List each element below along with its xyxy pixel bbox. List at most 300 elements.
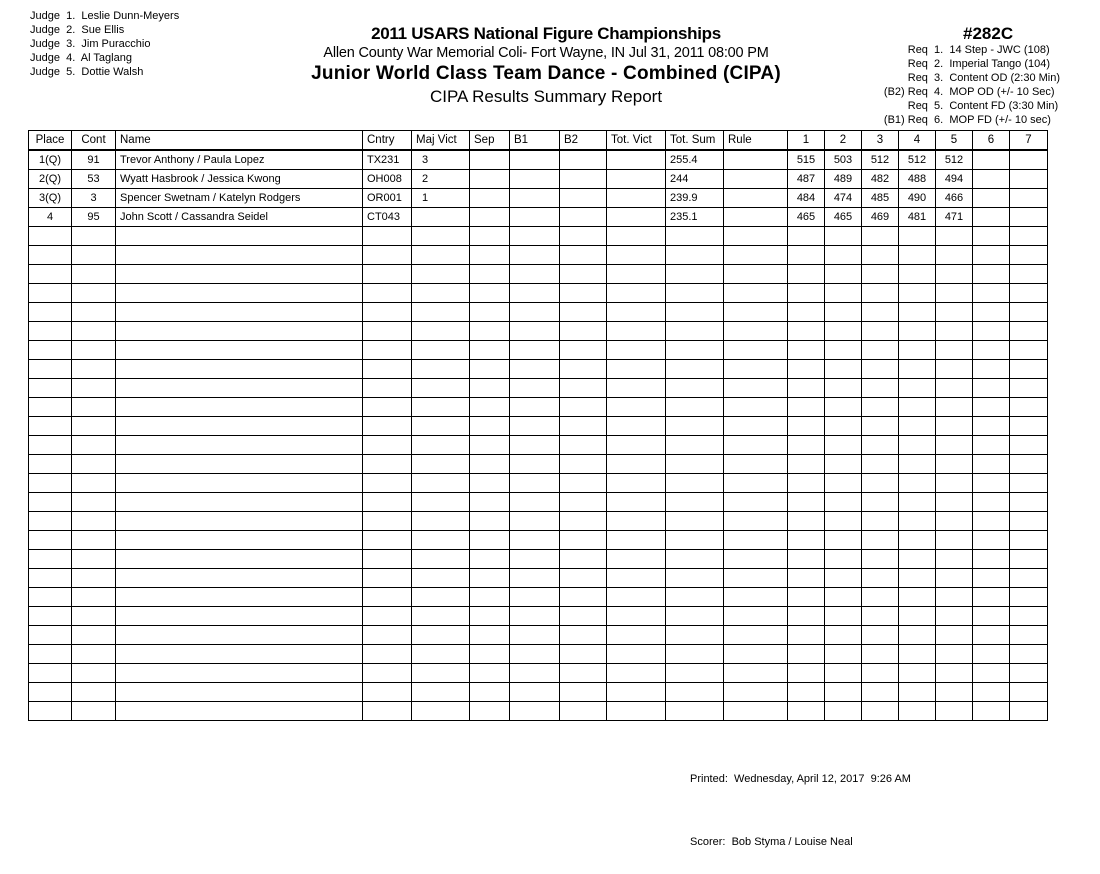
judge-name: Sue Ellis bbox=[81, 24, 125, 36]
table-cell bbox=[72, 493, 116, 512]
table-cell bbox=[510, 150, 560, 170]
table-cell bbox=[560, 322, 607, 341]
judge-line bbox=[30, 37, 179, 51]
table-cell: 512 bbox=[936, 150, 973, 170]
requirement-line bbox=[877, 85, 1060, 99]
table-cell bbox=[72, 379, 116, 398]
table-cell bbox=[363, 303, 412, 322]
table-cell bbox=[470, 189, 510, 208]
table-cell bbox=[825, 341, 862, 360]
table-cell bbox=[973, 417, 1010, 436]
table-cell bbox=[936, 265, 973, 284]
table-cell bbox=[788, 664, 825, 683]
table-cell bbox=[666, 379, 724, 398]
table-cell: 481 bbox=[899, 208, 936, 227]
table-cell bbox=[412, 227, 470, 246]
table-cell bbox=[825, 246, 862, 265]
table-cell bbox=[29, 379, 72, 398]
table-cell bbox=[936, 607, 973, 626]
table-cell bbox=[788, 398, 825, 417]
table-cell bbox=[412, 550, 470, 569]
table-cell bbox=[470, 645, 510, 664]
table-row bbox=[29, 189, 1048, 208]
table-cell bbox=[607, 265, 666, 284]
table-cell bbox=[560, 170, 607, 189]
table-cell bbox=[72, 531, 116, 550]
table-cell bbox=[666, 569, 724, 588]
table-cell bbox=[973, 474, 1010, 493]
table-cell bbox=[899, 322, 936, 341]
table-cell bbox=[1010, 531, 1048, 550]
table-cell bbox=[724, 246, 788, 265]
requirement-text: Content OD (2:30 Min) bbox=[949, 72, 1060, 84]
event-title: Junior World Class Team Dance - Combined (CIPA) bbox=[311, 63, 781, 84]
table-cell bbox=[116, 588, 363, 607]
table-cell: 2(Q) bbox=[29, 170, 72, 189]
table-cell bbox=[412, 284, 470, 303]
table-cell bbox=[1010, 246, 1048, 265]
table-cell bbox=[899, 512, 936, 531]
table-cell bbox=[862, 360, 899, 379]
table-cell bbox=[1010, 455, 1048, 474]
table-cell bbox=[510, 683, 560, 702]
table-cell bbox=[724, 702, 788, 721]
table-cell bbox=[510, 322, 560, 341]
table-cell: Wyatt Hasbrook / Jessica Kwong bbox=[116, 170, 363, 189]
printed-timestamp: Printed: Wednesday, April 12, 2017 9:26 AM bbox=[690, 773, 911, 785]
table-cell bbox=[510, 398, 560, 417]
table-cell bbox=[72, 303, 116, 322]
table-row bbox=[29, 360, 1048, 379]
table-cell bbox=[607, 303, 666, 322]
table-cell bbox=[607, 341, 666, 360]
table-cell bbox=[1010, 170, 1048, 189]
table-cell bbox=[936, 417, 973, 436]
table-cell bbox=[607, 569, 666, 588]
judge-label: Judge 5. bbox=[30, 66, 76, 78]
column-header: 1 bbox=[788, 131, 825, 151]
table-cell bbox=[363, 265, 412, 284]
table-cell bbox=[363, 227, 412, 246]
table-cell bbox=[936, 379, 973, 398]
table-cell bbox=[72, 702, 116, 721]
championship-title: 2011 USARS National Figure Championships bbox=[371, 24, 721, 43]
table-cell bbox=[470, 569, 510, 588]
table-row bbox=[29, 607, 1048, 626]
table-cell bbox=[788, 683, 825, 702]
table-cell bbox=[666, 493, 724, 512]
table-cell bbox=[470, 303, 510, 322]
table-cell bbox=[363, 417, 412, 436]
report-title: CIPA Results Summary Report bbox=[429, 87, 663, 106]
table-cell bbox=[116, 246, 363, 265]
table-cell: 239.9 bbox=[666, 189, 724, 208]
table-cell bbox=[607, 246, 666, 265]
table-cell: 465 bbox=[825, 208, 862, 227]
table-cell bbox=[607, 284, 666, 303]
table-cell bbox=[666, 303, 724, 322]
table-cell: 3 bbox=[412, 150, 470, 170]
judge-label: Judge 1. bbox=[30, 10, 76, 22]
table-cell bbox=[973, 607, 1010, 626]
table-cell bbox=[899, 417, 936, 436]
table-cell bbox=[825, 303, 862, 322]
table-cell bbox=[825, 284, 862, 303]
table-cell bbox=[936, 626, 973, 645]
table-cell bbox=[899, 227, 936, 246]
table-cell bbox=[510, 189, 560, 208]
table-cell bbox=[724, 284, 788, 303]
table-cell bbox=[510, 379, 560, 398]
table-cell bbox=[973, 664, 1010, 683]
table-cell bbox=[560, 664, 607, 683]
table-cell bbox=[470, 436, 510, 455]
table-cell bbox=[607, 474, 666, 493]
table-cell bbox=[899, 645, 936, 664]
table-cell bbox=[666, 246, 724, 265]
table-row bbox=[29, 303, 1048, 322]
table-cell bbox=[29, 455, 72, 474]
table-cell bbox=[724, 588, 788, 607]
column-header: Rule bbox=[724, 131, 788, 151]
table-cell bbox=[825, 607, 862, 626]
table-cell bbox=[116, 303, 363, 322]
table-cell bbox=[470, 360, 510, 379]
table-cell bbox=[560, 493, 607, 512]
table-cell bbox=[470, 227, 510, 246]
table-cell bbox=[363, 683, 412, 702]
table-cell bbox=[412, 398, 470, 417]
table-cell bbox=[862, 512, 899, 531]
table-cell bbox=[862, 246, 899, 265]
table-cell bbox=[29, 626, 72, 645]
table-cell bbox=[607, 512, 666, 531]
requirement-prefix: (B1) bbox=[883, 114, 905, 126]
table-cell bbox=[788, 436, 825, 455]
table-cell bbox=[470, 512, 510, 531]
table-cell bbox=[825, 474, 862, 493]
table-cell bbox=[936, 303, 973, 322]
table-cell bbox=[560, 284, 607, 303]
table-cell bbox=[724, 303, 788, 322]
table-cell bbox=[470, 626, 510, 645]
table-cell bbox=[29, 569, 72, 588]
table-row bbox=[29, 227, 1048, 246]
table-cell bbox=[788, 284, 825, 303]
table-cell bbox=[973, 645, 1010, 664]
table-cell bbox=[666, 455, 724, 474]
table-row bbox=[29, 208, 1048, 227]
table-cell bbox=[724, 150, 788, 170]
table-cell bbox=[560, 417, 607, 436]
table-cell bbox=[899, 588, 936, 607]
table-cell bbox=[862, 417, 899, 436]
column-header: 4 bbox=[899, 131, 936, 151]
column-header: B2 bbox=[560, 131, 607, 151]
table-cell bbox=[724, 455, 788, 474]
table-cell bbox=[72, 246, 116, 265]
requirement-line bbox=[877, 113, 1060, 127]
table-cell: 4 bbox=[29, 208, 72, 227]
table-cell bbox=[607, 170, 666, 189]
table-cell bbox=[72, 626, 116, 645]
table-cell bbox=[936, 284, 973, 303]
column-header: Name bbox=[116, 131, 363, 151]
table-cell bbox=[116, 265, 363, 284]
table-row bbox=[29, 170, 1048, 189]
table-cell bbox=[1010, 626, 1048, 645]
table-cell bbox=[724, 436, 788, 455]
table-cell: 53 bbox=[72, 170, 116, 189]
table-cell bbox=[666, 626, 724, 645]
table-cell bbox=[973, 150, 1010, 170]
table-cell bbox=[973, 588, 1010, 607]
table-cell bbox=[510, 417, 560, 436]
judge-label: Judge 4. bbox=[30, 52, 76, 64]
table-cell bbox=[862, 645, 899, 664]
table-cell bbox=[973, 455, 1010, 474]
table-cell bbox=[1010, 322, 1048, 341]
judges-list bbox=[30, 9, 179, 79]
judge-line bbox=[30, 65, 179, 79]
table-cell: 235.1 bbox=[666, 208, 724, 227]
table-cell bbox=[560, 208, 607, 227]
table-cell bbox=[510, 455, 560, 474]
table-cell bbox=[666, 683, 724, 702]
table-row bbox=[29, 265, 1048, 284]
table-cell bbox=[724, 417, 788, 436]
table-cell bbox=[412, 417, 470, 436]
table-cell bbox=[825, 531, 862, 550]
table-cell bbox=[862, 284, 899, 303]
requirement-prefix: (B2) bbox=[883, 86, 905, 98]
table-cell bbox=[936, 702, 973, 721]
table-cell: 3(Q) bbox=[29, 189, 72, 208]
table-cell bbox=[607, 645, 666, 664]
table-cell bbox=[363, 455, 412, 474]
table-cell bbox=[29, 284, 72, 303]
table-cell bbox=[412, 512, 470, 531]
table-cell bbox=[899, 436, 936, 455]
table-cell bbox=[936, 455, 973, 474]
table-cell bbox=[363, 360, 412, 379]
table-cell bbox=[788, 569, 825, 588]
table-cell bbox=[412, 265, 470, 284]
table-cell bbox=[724, 189, 788, 208]
table-cell bbox=[862, 227, 899, 246]
table-cell bbox=[412, 664, 470, 683]
table-cell bbox=[607, 702, 666, 721]
table-cell bbox=[510, 265, 560, 284]
table-cell bbox=[607, 150, 666, 170]
table-cell bbox=[825, 398, 862, 417]
table-cell bbox=[1010, 436, 1048, 455]
table-cell bbox=[973, 436, 1010, 455]
table-cell bbox=[1010, 664, 1048, 683]
table-cell bbox=[666, 645, 724, 664]
table-cell bbox=[862, 569, 899, 588]
table-cell bbox=[825, 322, 862, 341]
table-cell bbox=[72, 341, 116, 360]
table-cell bbox=[788, 227, 825, 246]
table-cell bbox=[788, 303, 825, 322]
table-cell bbox=[724, 493, 788, 512]
table-cell bbox=[1010, 683, 1048, 702]
table-cell bbox=[936, 322, 973, 341]
table-cell: 494 bbox=[936, 170, 973, 189]
table-cell bbox=[29, 322, 72, 341]
table-cell bbox=[29, 550, 72, 569]
table-cell bbox=[666, 531, 724, 550]
table-cell bbox=[973, 341, 1010, 360]
table-cell bbox=[936, 683, 973, 702]
table-cell: 2 bbox=[412, 170, 470, 189]
table-cell bbox=[724, 683, 788, 702]
table-cell bbox=[412, 588, 470, 607]
table-cell bbox=[825, 645, 862, 664]
table-cell bbox=[973, 512, 1010, 531]
judge-line bbox=[30, 51, 179, 65]
table-cell bbox=[510, 569, 560, 588]
table-cell bbox=[936, 588, 973, 607]
table-cell bbox=[936, 436, 973, 455]
table-cell bbox=[470, 379, 510, 398]
table-cell bbox=[788, 645, 825, 664]
table-cell bbox=[936, 550, 973, 569]
judge-line bbox=[30, 9, 179, 23]
table-cell bbox=[510, 227, 560, 246]
table-cell bbox=[973, 303, 1010, 322]
table-cell bbox=[825, 664, 862, 683]
table-cell bbox=[1010, 645, 1048, 664]
table-cell bbox=[29, 303, 72, 322]
table-cell bbox=[560, 246, 607, 265]
table-cell bbox=[899, 265, 936, 284]
table-cell bbox=[363, 531, 412, 550]
table-cell bbox=[825, 379, 862, 398]
table-cell bbox=[607, 436, 666, 455]
table-cell bbox=[412, 379, 470, 398]
table-cell bbox=[560, 303, 607, 322]
table-cell bbox=[1010, 493, 1048, 512]
table-row bbox=[29, 493, 1048, 512]
table-cell bbox=[510, 474, 560, 493]
table-cell bbox=[607, 360, 666, 379]
table-cell bbox=[724, 531, 788, 550]
table-cell bbox=[666, 512, 724, 531]
table-cell: 515 bbox=[788, 150, 825, 170]
table-cell bbox=[412, 493, 470, 512]
table-cell: Spencer Swetnam / Katelyn Rodgers bbox=[116, 189, 363, 208]
table-cell: 484 bbox=[788, 189, 825, 208]
table-cell bbox=[724, 379, 788, 398]
table-cell bbox=[862, 474, 899, 493]
table-cell bbox=[862, 702, 899, 721]
table-cell bbox=[363, 341, 412, 360]
column-header: B1 bbox=[510, 131, 560, 151]
table-cell bbox=[936, 569, 973, 588]
table-cell bbox=[363, 607, 412, 626]
table-cell bbox=[862, 379, 899, 398]
table-cell bbox=[936, 227, 973, 246]
table-cell bbox=[666, 284, 724, 303]
table-cell bbox=[607, 550, 666, 569]
table-cell bbox=[363, 550, 412, 569]
table-cell bbox=[363, 588, 412, 607]
table-cell bbox=[899, 664, 936, 683]
table-cell bbox=[862, 455, 899, 474]
table-cell bbox=[510, 246, 560, 265]
table-cell bbox=[72, 569, 116, 588]
table-cell bbox=[825, 436, 862, 455]
column-header: 6 bbox=[973, 131, 1010, 151]
table-cell bbox=[412, 531, 470, 550]
table-cell bbox=[29, 360, 72, 379]
table-header-row bbox=[29, 131, 1048, 151]
table-cell bbox=[560, 550, 607, 569]
table-cell bbox=[412, 474, 470, 493]
requirement-text: MOP OD (+/- 10 Sec) bbox=[949, 86, 1055, 98]
requirement-text: MOP FD (+/- 10 sec) bbox=[949, 114, 1051, 126]
table-cell bbox=[72, 265, 116, 284]
table-row bbox=[29, 341, 1048, 360]
table-cell bbox=[470, 493, 510, 512]
requirement-line bbox=[877, 99, 1060, 113]
requirement-label: Req 5. bbox=[907, 100, 944, 112]
table-cell bbox=[825, 550, 862, 569]
table-cell bbox=[899, 550, 936, 569]
table-cell bbox=[412, 645, 470, 664]
table-cell bbox=[666, 417, 724, 436]
table-cell bbox=[666, 607, 724, 626]
column-header: 3 bbox=[862, 131, 899, 151]
requirement-label: Req 3. bbox=[907, 72, 944, 84]
table-cell bbox=[470, 208, 510, 227]
table-cell bbox=[724, 227, 788, 246]
table-cell bbox=[899, 303, 936, 322]
table-cell bbox=[1010, 303, 1048, 322]
table-cell bbox=[973, 683, 1010, 702]
table-row bbox=[29, 588, 1048, 607]
table-cell bbox=[560, 341, 607, 360]
table-cell bbox=[607, 683, 666, 702]
table-cell bbox=[116, 531, 363, 550]
table-cell bbox=[116, 664, 363, 683]
table-cell bbox=[560, 626, 607, 645]
table-cell bbox=[116, 379, 363, 398]
table-cell bbox=[72, 588, 116, 607]
requirement-line bbox=[877, 57, 1060, 71]
table-cell bbox=[470, 150, 510, 170]
table-cell bbox=[1010, 150, 1048, 170]
table-cell bbox=[560, 455, 607, 474]
table-cell bbox=[412, 436, 470, 455]
table-cell bbox=[936, 645, 973, 664]
table-body bbox=[29, 150, 1048, 721]
table-cell bbox=[666, 436, 724, 455]
table-cell bbox=[116, 398, 363, 417]
table-cell bbox=[116, 569, 363, 588]
table-cell bbox=[510, 645, 560, 664]
table-cell bbox=[607, 493, 666, 512]
table-cell bbox=[788, 550, 825, 569]
table-cell bbox=[607, 588, 666, 607]
table-cell bbox=[1010, 417, 1048, 436]
table-cell bbox=[666, 664, 724, 683]
table-cell bbox=[666, 588, 724, 607]
table-cell bbox=[560, 512, 607, 531]
table-cell bbox=[116, 455, 363, 474]
